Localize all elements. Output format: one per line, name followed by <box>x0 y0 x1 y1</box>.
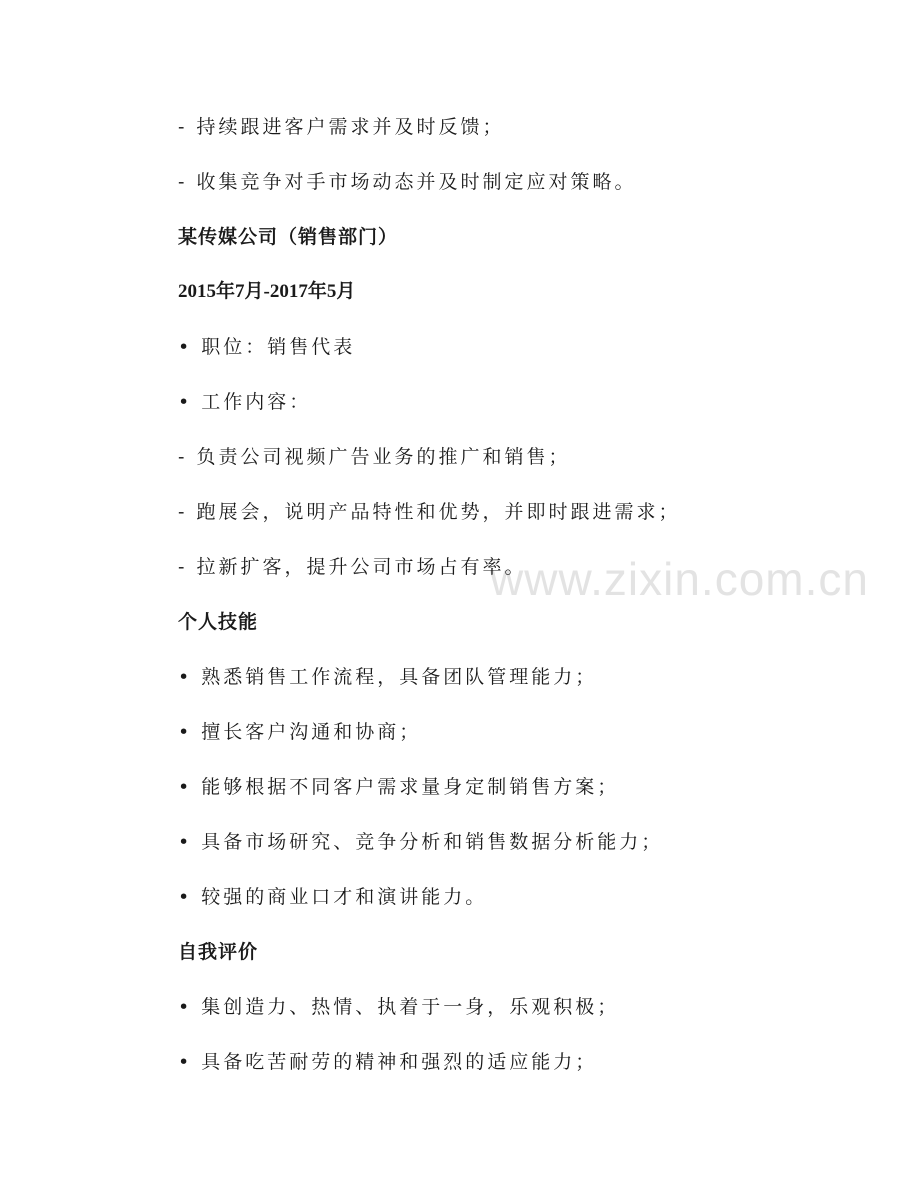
watermark-text: www.zixin.com.cn <box>490 553 869 605</box>
list-item: • 职位：销售代表 <box>178 336 356 358</box>
list-item: • 熟悉销售工作流程，具备团队管理能力； <box>178 666 598 688</box>
list-item: • 较强的商业口才和演讲能力。 <box>178 886 488 908</box>
list-item: • 擅长客户沟通和协商； <box>178 721 422 743</box>
list-item: - 跑展会，说明产品特性和优势，并即时跟进需求； <box>178 501 681 523</box>
company-heading: 某传媒公司（销售部门） <box>178 226 399 248</box>
list-item: • 工作内容： <box>178 391 312 413</box>
section-heading-self-evaluation: 自我评价 <box>178 941 259 963</box>
section-heading-skills: 个人技能 <box>178 611 259 633</box>
list-item: • 集创造力、热情、执着于一身，乐观积极； <box>178 996 620 1018</box>
date-range: 2015年7月-2017年5月 <box>178 281 356 302</box>
list-item: - 拉新扩客，提升公司市场占有率。 <box>178 556 527 578</box>
list-item: - 负责公司视频广告业务的推广和销售； <box>178 446 571 468</box>
list-item: • 具备吃苦耐劳的精神和强烈的适应能力； <box>178 1051 598 1073</box>
list-item: • 能够根据不同客户需求量身定制销售方案； <box>178 776 620 798</box>
list-item: - 收集竞争对手市场动态并及时制定应对策略。 <box>178 171 637 193</box>
list-item: • 具备市场研究、竞争分析和销售数据分析能力； <box>178 831 664 853</box>
list-item: - 持续跟进客户需求并及时反馈； <box>178 116 505 138</box>
